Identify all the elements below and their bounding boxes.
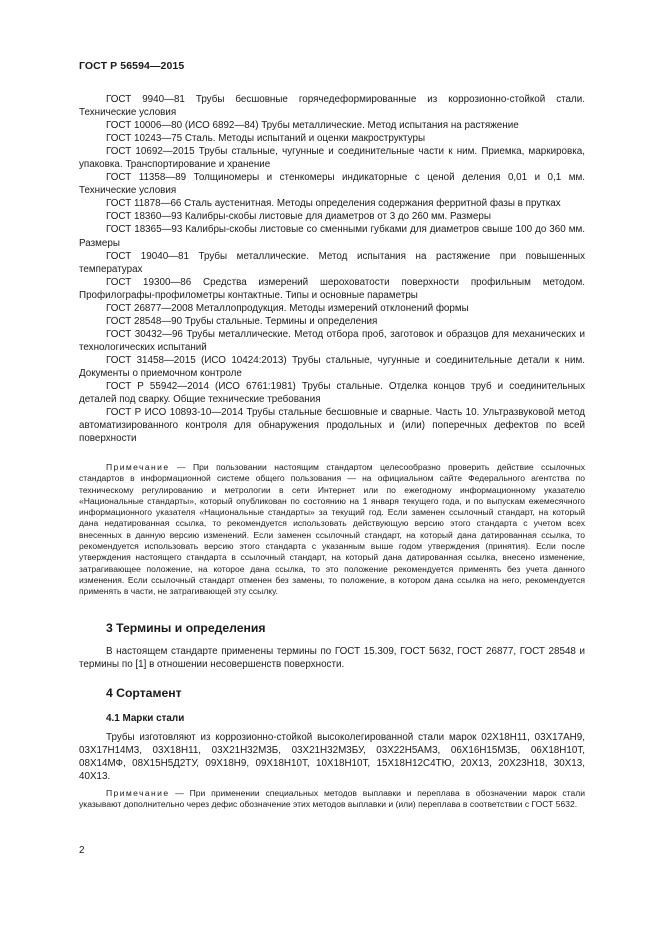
note-label: Примечание (106, 788, 170, 798)
reference-item: ГОСТ 10692—2015 Трубы стальные, чугунные и соединительные части к ним. Приемка, маркировка, упаковка. Транспортирование и хранение (79, 146, 585, 171)
reference-item: ГОСТ 10243—75 Сталь. Методы испытаний и оценки макроструктуры (106, 133, 426, 145)
reference-item: ГОСТ 31458—2015 (ИСО 10424:2013) Трубы стальные, чугунные и соединительные детали к ним. Документы о приемочном контроле (79, 354, 585, 379)
reference-item: ГОСТ 26877—2008 Металлопродукция. Методы измерений отклонений формы (106, 302, 469, 314)
steel-grades-note (79, 788, 585, 811)
note-paragraph (79, 462, 585, 598)
subsection-heading-steel-grades: 4.1 Марки стали (106, 713, 185, 724)
reference-item: ГОСТ 19040—81 Трубы металлические. Метод испытания на растяжение при повышенных температурах (79, 250, 585, 275)
page-number: 2 (79, 845, 85, 856)
note-paragraph (79, 788, 585, 811)
note-label: Примечание (106, 462, 170, 472)
reference-item: ГОСТ 28548—90 Трубы стальные. Термины и определения (106, 315, 378, 327)
reference-item: ГОСТ 11358—89 Толщиномеры и стенкомеры индикаторные с ценой деления 0,01 и 0,1 мм. Технические условия (79, 172, 585, 197)
document-header: ГОСТ Р 56594—2015 (79, 60, 185, 72)
reference-item: ГОСТ 10006—80 (ИСО 6892—84) Трубы металлические. Метод испытания на растяжение (106, 120, 519, 132)
reference-item: ГОСТ Р 55942—2014 (ИСО 6761:1981) Трубы стальные. Отделка концов труб и соединительных деталей под сварку. Общие технические требования (79, 381, 585, 406)
section-heading-assortment: 4 Сортамент (106, 686, 182, 700)
reference-item: ГОСТ 18360—93 Калибры-скобы листовые для диаметров от 3 до 260 мм. Размеры (106, 211, 491, 223)
normative-references-list (79, 93, 585, 445)
reference-item: ГОСТ Р ИСО 10893-10—2014 Трубы стальные бесшовные и сварные. Часть 10. Ультразвуковой метод автоматизированного контроля для обнаружения продольных и (или) поперечных дефектов по всей поверхности (79, 407, 585, 445)
reference-item: ГОСТ 30432—96 Трубы металлические. Метод отбора проб, заготовок и образцов для механических и технологических испытаний (79, 328, 585, 353)
steel-grades-paragraph-block (79, 731, 585, 783)
references-note (79, 462, 585, 598)
reference-item: ГОСТ 9940—81 Трубы бесшовные горячедеформированные из коррозионно-стойкой стали. Технические условия (79, 94, 585, 119)
note-text: — При пользовании настоящим стандартом целесообразно проверить действие ссылочных стандартов в информационной системе общего пользования — на официальном сайте Федерального агентства по техническому регулированию и метрологии в сети Интернет или по ежегодному информационному указателю «Национальные стандарты», который опубликован по состоянию на 1 января текущего года, и по выпускам ежемесячного информационного указателя «Национальные стандарты» за текущий год. Если заменен ссылочный стандарт, на который дана недатированная ссылка, то рекомендуется использовать действующую версию этого стандарта с учетом всех внесенных в данную версию изменений. Если заменен ссылочный стандарт, на который дана датированная ссылка, то рекомендуется использовать версию этого стандарта с указанным выше годом утверждения (принятия). Если после утверждения настоящего стандарта в ссылочный стандарт, на который дана датированная ссылка, внесено изменение, затрагивающее положение, на которое дана ссылка, то это положение рекомендуется применять без учета данного изменения. Если ссылочный стандарт отменен без замены, то положение, в котором дана ссылка на него, рекомендуется применять в части, не затрагивающей эту ссылку. (79, 462, 585, 597)
section-heading-terms: 3 Термины и определения (106, 621, 266, 635)
reference-item: ГОСТ 18365—93 Калибры-скобы листовые со сменными губками для диаметров свыше 100 до 360 мм. Размеры (79, 224, 585, 249)
steel-grades-paragraph: Трубы изготовляют из коррозионно-стойкой высоколегированной стали марок 02Х18Н11, 03Х17АН9, 03Х17Н14М3, 03Х18Н11, 03Х21Н32М3Б, 03Х21Н32М3БУ, 03Х22Н5АМ3, 06Х16Н15М3Б, 06Х18Н10Т, 08Х14МФ, 08Х15Н5Д2ТУ, 09Х18Н9, 09Х18Н10Т, 10Х18Н10Т, 15Х18Н12С4ТЮ, 20Х13, 20Х23Н18, 30Х13, 40Х13. (79, 732, 585, 783)
note-text: — При применении специальных методов выплавки и переплава в обозначении марок стали указывают дополнительно через дефис обозначение этих методов выплавки и (или) переплава в соответствии с ГОСТ 5632. (79, 788, 585, 810)
terms-paragraph-block (79, 645, 585, 671)
reference-item: ГОСТ 11878—66 Сталь аустенитная. Методы определения содержания ферритной фазы в прутках (106, 198, 561, 210)
terms-paragraph: В настоящем стандарте применены термины по ГОСТ 15.309, ГОСТ 5632, ГОСТ 26877, ГОСТ 28548 и термины по [1] в отношении несовершенств поверхности. (79, 646, 585, 671)
reference-item: ГОСТ 19300—86 Средства измерений шероховатости поверхности профильным методом. Профилографы-профилометры контактные. Типы и основные параметры (79, 276, 585, 301)
